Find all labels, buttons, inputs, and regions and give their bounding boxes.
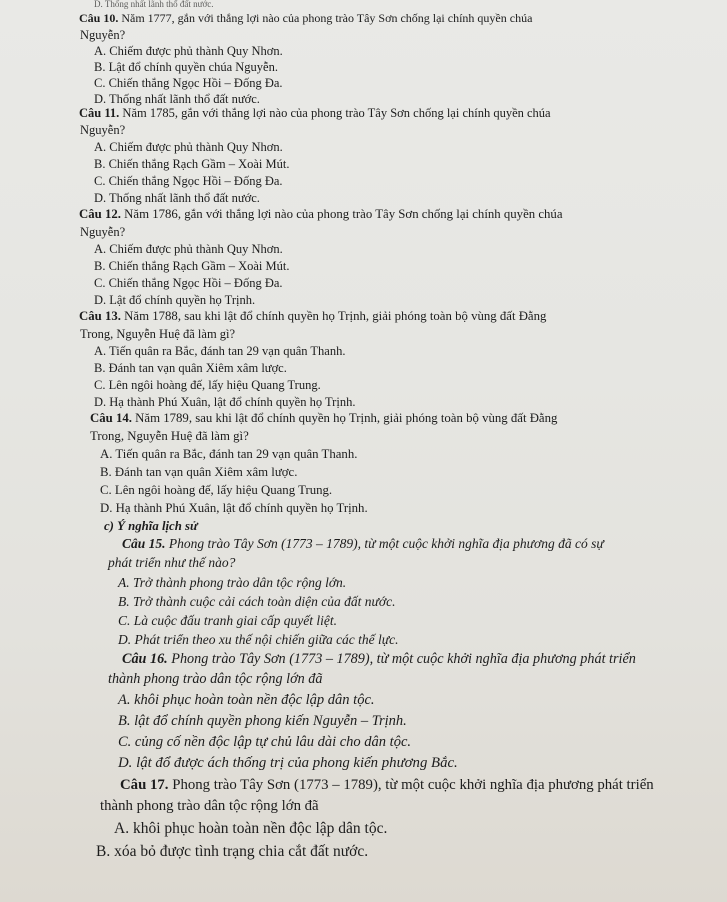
question-number: Câu 11. (79, 106, 120, 120)
text-line: D. lật đổ được ách thống trị của phong kiến phương Bắc. (118, 755, 458, 771)
text-line: A. Trở thành phong trào dân tộc rộng lớn. (118, 575, 347, 590)
text-line (120, 778, 654, 794)
question-number: Câu 16. (122, 651, 168, 667)
text-line: A. khôi phục hoàn toàn nền độc lập dân tộc. (118, 692, 375, 708)
text-line: D. Hạ thành Phú Xuân, lật đổ chính quyền họ Trịnh. (100, 501, 368, 515)
text-line: A. Tiến quân ra Bắc, đánh tan 29 vạn quân Thanh. (94, 344, 346, 358)
question-text: Phong trào Tây Sơn (1773 – 1789), từ một cuộc khởi nghĩa địa phương đã có sự (165, 536, 604, 551)
text-line: Nguyễn? (80, 28, 126, 42)
text-line: phát triển như thế nào? (108, 555, 236, 570)
text-line: Nguyễn? (80, 225, 126, 239)
text-line: C. Chiến thắng Ngọc Hồi – Đống Đa. (94, 174, 283, 188)
text-line: Trong, Nguyễn Huệ đã làm gì? (80, 327, 236, 341)
text-line: A. Chiếm được phủ thành Quy Nhơn. (94, 242, 283, 256)
text-line: B. xóa bỏ được tình trạng chia cắt đất nước. (96, 843, 369, 860)
text-line: Nguyễn? (80, 123, 126, 137)
text-line: C. Lên ngôi hoàng đế, lấy hiệu Quang Trung. (94, 378, 321, 392)
text-line: C. Chiến thắng Ngọc Hồi – Đống Đa. (94, 276, 283, 290)
text-line: B. Chiến thắng Rạch Gầm – Xoài Mút. (94, 259, 290, 273)
question-text: Năm 1786, gắn với thắng lợi nào của phong trào Tây Sơn chống lại chính quyền chúa (120, 207, 563, 221)
text-line: C. Là cuộc đấu tranh giai cấp quyết liệt. (118, 613, 337, 628)
text-line: Trong, Nguyễn Huệ đã làm gì? (90, 429, 249, 443)
question-text: Phong trào Tây Sơn (1773 – 1789), từ một cuộc khởi nghĩa địa phương phát triển (168, 777, 654, 793)
text-line (79, 208, 563, 221)
question-text: Năm 1789, sau khi lật đổ chính quyền họ Trịnh, giải phóng toàn bộ vùng đất Đằng (131, 411, 558, 425)
text-line: B. Lật đổ chính quyền chúa Nguyễn. (94, 60, 278, 74)
question-number: Câu 14. (90, 411, 132, 425)
text-line (79, 310, 546, 323)
question-number: Câu 12. (79, 207, 121, 221)
text-line: D. Phát triển theo xu thế nội chiến giữa các thế lực. (118, 632, 399, 647)
text-line: thành phong trào dân tộc rộng lớn đã (100, 798, 319, 814)
text-line: B. Chiến thắng Rạch Gầm – Xoài Mút. (94, 157, 290, 171)
text-line: D. Hạ thành Phú Xuân, lật đổ chính quyền họ Trịnh. (94, 395, 356, 409)
question-text: Năm 1777, gắn với thắng lợi nào của phong trào Tây Sơn chống lại chính quyền chúa (118, 11, 533, 25)
question-text: Phong trào Tây Sơn (1773 – 1789), từ một cuộc khởi nghĩa địa phương phát triển (167, 651, 636, 667)
text-line: D. Thống nhất lãnh thổ đất nước. (94, 92, 260, 106)
text-line: B. lật đổ chính quyền phong kiến Nguyễn – Trịnh. (118, 713, 407, 729)
text-line: B. Đánh tan vạn quân Xiêm xâm lược. (100, 465, 298, 479)
question-text: Năm 1788, sau khi lật đổ chính quyền họ Trịnh, giải phóng toàn bộ vùng đất Đằng (120, 309, 547, 323)
text-line: A. Tiến quân ra Bắc, đánh tan 29 vạn quân Thanh. (100, 447, 358, 461)
question-number: Câu 10. (79, 11, 119, 25)
question-text: Năm 1785, gắn với thắng lợi nào của phong trào Tây Sơn chống lại chính quyền chúa (119, 106, 551, 120)
question-number: Câu 13. (79, 309, 121, 323)
question-number: Câu 17. (120, 777, 169, 793)
text-line (122, 537, 604, 551)
text-line (122, 652, 636, 667)
text-line: D. Thống nhất lãnh thổ đất nước. (94, 0, 214, 9)
text-line: D. Lật đổ chính quyền họ Trịnh. (94, 293, 256, 307)
text-line: C. củng cố nền độc lập tự chủ lâu dài cho dân tộc. (118, 734, 412, 750)
text-line (90, 412, 557, 425)
question-number: Câu 15. (122, 536, 166, 551)
text-line: C. Chiến thắng Ngọc Hồi – Đống Đa. (94, 76, 283, 90)
text-line: B. Đánh tan vạn quân Xiêm xâm lược. (94, 361, 287, 375)
text-line: A. khôi phục hoàn toàn nền độc lập dân tộc. (114, 820, 388, 837)
text-line: A. Chiếm được phủ thành Quy Nhơn. (94, 44, 283, 58)
text-line: c) Ý nghĩa lịch sử (104, 519, 198, 533)
text-line: A. Chiếm được phủ thành Quy Nhơn. (94, 140, 283, 154)
text-line (79, 107, 551, 120)
text-line: D. Thống nhất lãnh thổ đất nước. (94, 191, 260, 205)
text-line: thành phong trào dân tộc rộng lớn đã (108, 671, 323, 687)
text-line: B. Trở thành cuộc cải cách toàn diện của đất nước. (118, 594, 396, 609)
text-line (79, 12, 532, 25)
text-line: C. Lên ngôi hoàng đế, lấy hiệu Quang Trung. (100, 483, 333, 497)
